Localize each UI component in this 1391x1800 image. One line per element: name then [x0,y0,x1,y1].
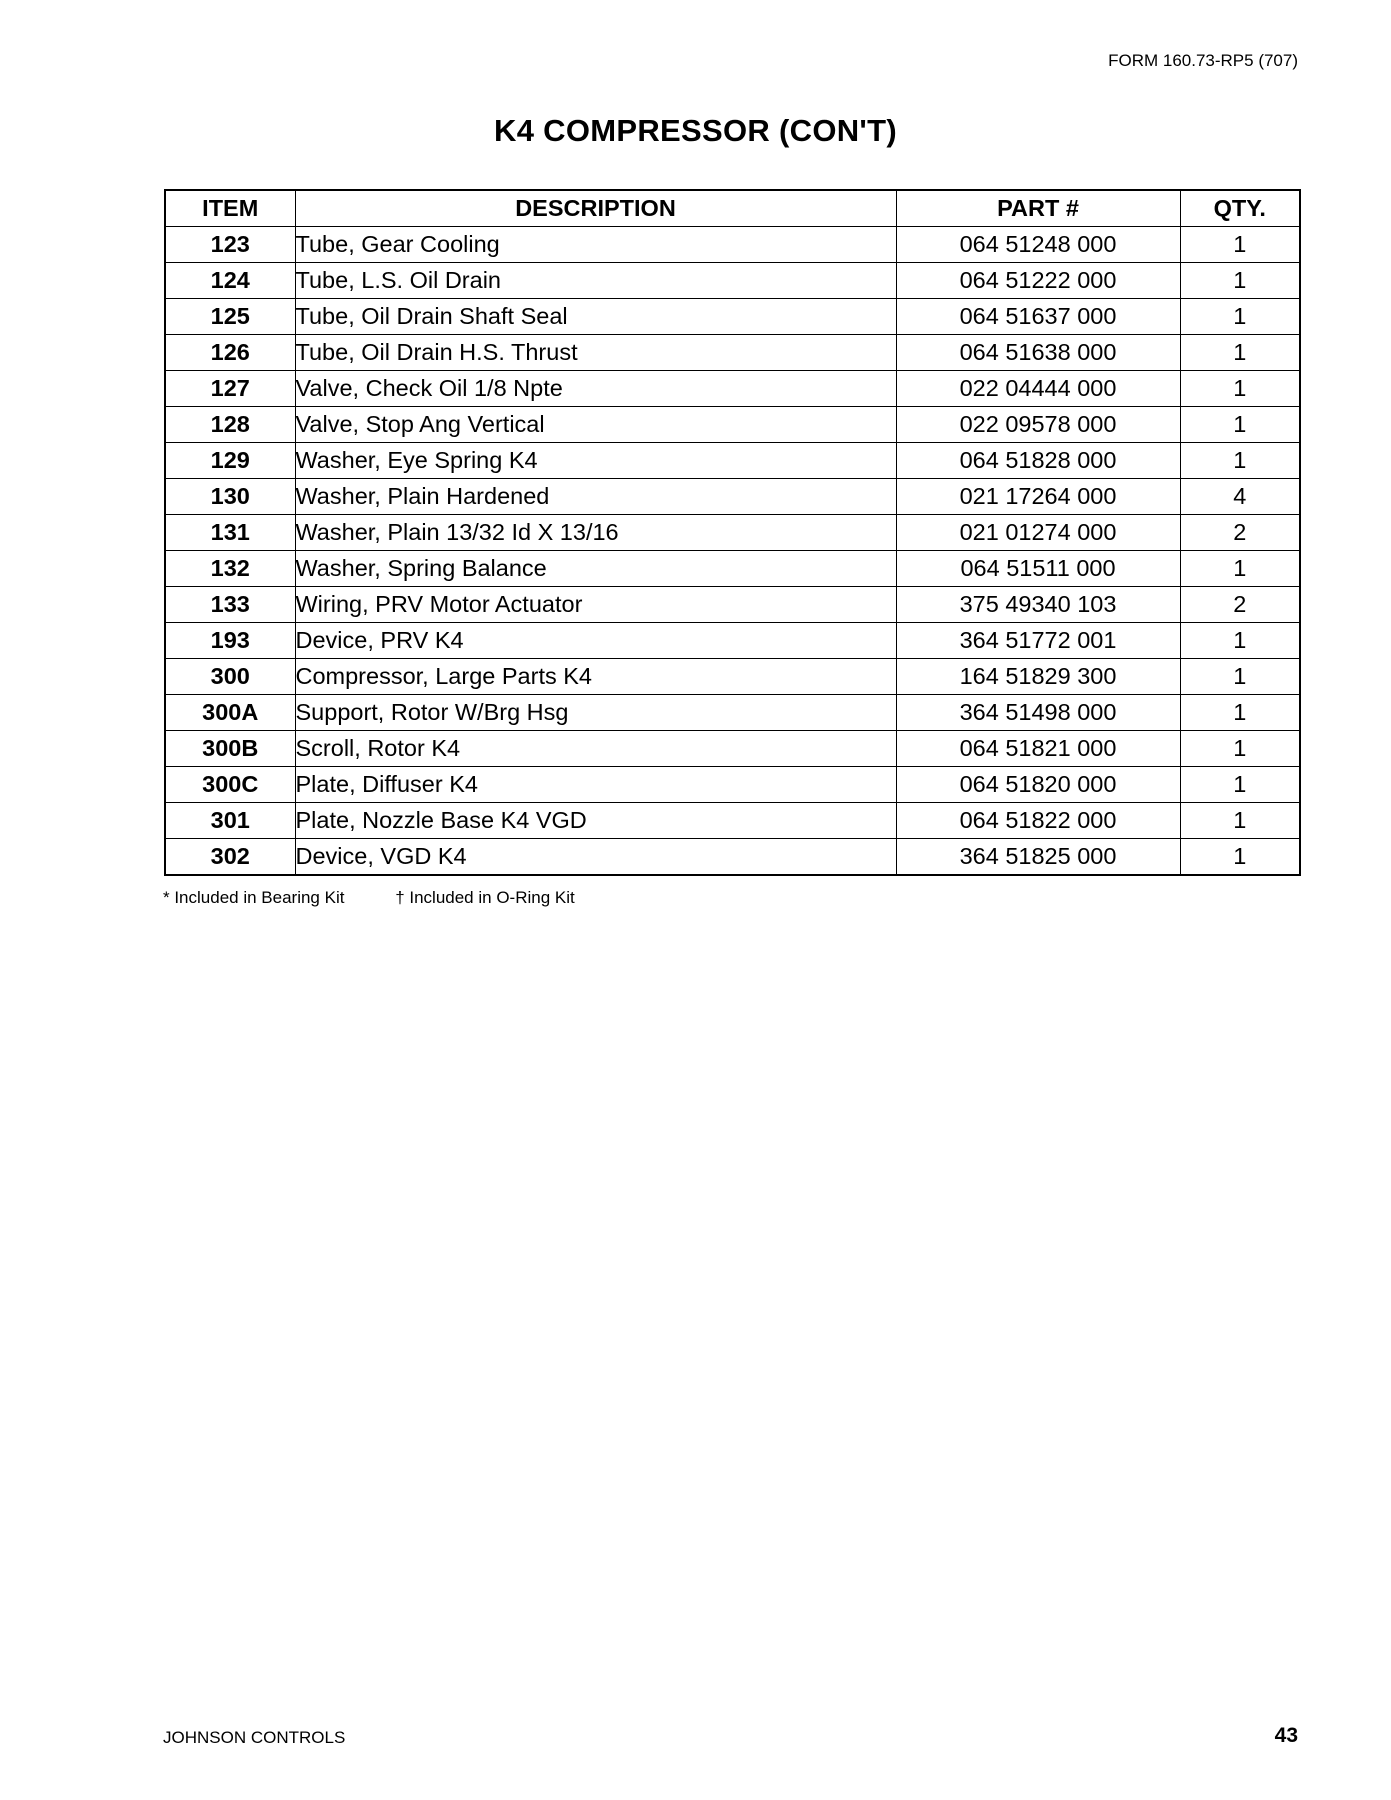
quantity-cell: 4 [1180,479,1300,515]
item-number-cell: 193 [165,623,295,659]
quantity-cell: 1 [1180,371,1300,407]
part-number-cell: 064 51638 000 [896,335,1180,371]
table-row [165,731,1300,767]
part-number-cell: 022 04444 000 [896,371,1180,407]
part-number-cell: 021 01274 000 [896,515,1180,551]
page-number: 43 [1274,1724,1298,1747]
quantity-cell: 1 [1180,623,1300,659]
description-cell: Washer, Eye Spring K4 [295,443,896,479]
table-row [165,515,1300,551]
description-cell: Tube, Gear Cooling [295,227,896,263]
quantity-cell: 1 [1180,695,1300,731]
item-number-cell: 127 [165,371,295,407]
quantity-cell: 1 [1180,803,1300,839]
part-number-cell: 364 51772 001 [896,623,1180,659]
quantity-cell: 1 [1180,335,1300,371]
quantity-cell: 1 [1180,839,1300,876]
item-number-cell: 131 [165,515,295,551]
part-number-cell: 064 51248 000 [896,227,1180,263]
table-row [165,407,1300,443]
description-cell: Compressor, Large Parts K4 [295,659,896,695]
parts-table-body [165,227,1300,876]
item-number-cell: 130 [165,479,295,515]
part-number-cell: 364 51825 000 [896,839,1180,876]
description-cell: Tube, Oil Drain H.S. Thrust [295,335,896,371]
part-number-cell: 164 51829 300 [896,659,1180,695]
part-number-cell: 375 49340 103 [896,587,1180,623]
quantity-cell: 1 [1180,299,1300,335]
description-cell: Valve, Stop Ang Vertical [295,407,896,443]
description-cell: Wiring, PRV Motor Actuator [295,587,896,623]
table-row [165,587,1300,623]
table-row [165,443,1300,479]
quantity-cell: 1 [1180,407,1300,443]
description-cell: Valve, Check Oil 1/8 Npte [295,371,896,407]
part-number-cell: 021 17264 000 [896,479,1180,515]
description-cell: Device, VGD K4 [295,839,896,876]
table-row [165,335,1300,371]
item-number-cell: 133 [165,587,295,623]
parts-table [164,189,1301,876]
item-number-cell: 126 [165,335,295,371]
table-row [165,371,1300,407]
description-cell: Plate, Diffuser K4 [295,767,896,803]
description-cell: Washer, Plain Hardened [295,479,896,515]
description-cell: Tube, Oil Drain Shaft Seal [295,299,896,335]
part-number-cell: 364 51498 000 [896,695,1180,731]
footnote-bearing-kit: * Included in Bearing Kit [163,888,345,907]
item-number-cell: 124 [165,263,295,299]
table-row [165,227,1300,263]
item-number-cell: 129 [165,443,295,479]
quantity-cell: 1 [1180,659,1300,695]
description-cell: Support, Rotor W/Brg Hsg [295,695,896,731]
column-header-part-number: PART # [896,190,1180,227]
quantity-cell: 1 [1180,767,1300,803]
description-cell: Washer, Spring Balance [295,551,896,587]
form-number: FORM 160.73-RP5 (707) [1108,51,1298,70]
table-row [165,659,1300,695]
item-number-cell: 302 [165,839,295,876]
quantity-cell: 1 [1180,443,1300,479]
description-cell: Scroll, Rotor K4 [295,731,896,767]
item-number-cell: 300 [165,659,295,695]
quantity-cell: 1 [1180,263,1300,299]
table-row [165,479,1300,515]
description-cell: Device, PRV K4 [295,623,896,659]
table-row [165,623,1300,659]
quantity-cell: 2 [1180,515,1300,551]
footnotes [163,888,575,908]
item-number-cell: 125 [165,299,295,335]
item-number-cell: 300B [165,731,295,767]
part-number-cell: 064 51821 000 [896,731,1180,767]
table-row [165,695,1300,731]
part-number-cell: 064 51637 000 [896,299,1180,335]
description-cell: Plate, Nozzle Base K4 VGD [295,803,896,839]
part-number-cell: 064 51828 000 [896,443,1180,479]
table-row [165,551,1300,587]
quantity-cell: 1 [1180,731,1300,767]
item-number-cell: 132 [165,551,295,587]
column-header-description: DESCRIPTION [295,190,896,227]
page-title: K4 COMPRESSOR (CON'T) [494,113,897,148]
item-number-cell: 300A [165,695,295,731]
quantity-cell: 2 [1180,587,1300,623]
company-name: JOHNSON CONTROLS [163,1728,346,1747]
part-number-cell: 064 51820 000 [896,767,1180,803]
part-number-cell: 022 09578 000 [896,407,1180,443]
column-header-item: ITEM [165,190,295,227]
item-number-cell: 123 [165,227,295,263]
quantity-cell: 1 [1180,227,1300,263]
footnote-oring-kit: † Included in O-Ring Kit [395,888,575,907]
part-number-cell: 064 51822 000 [896,803,1180,839]
part-number-cell: 064 51511 000 [896,551,1180,587]
column-header-quantity: QTY. [1180,190,1300,227]
table-row [165,299,1300,335]
item-number-cell: 300C [165,767,295,803]
description-cell: Tube, L.S. Oil Drain [295,263,896,299]
item-number-cell: 128 [165,407,295,443]
table-header-row [165,190,1300,227]
table-row [165,767,1300,803]
table-row [165,839,1300,876]
table-row [165,803,1300,839]
table-row [165,263,1300,299]
description-cell: Washer, Plain 13/32 Id X 13/16 [295,515,896,551]
item-number-cell: 301 [165,803,295,839]
quantity-cell: 1 [1180,551,1300,587]
part-number-cell: 064 51222 000 [896,263,1180,299]
